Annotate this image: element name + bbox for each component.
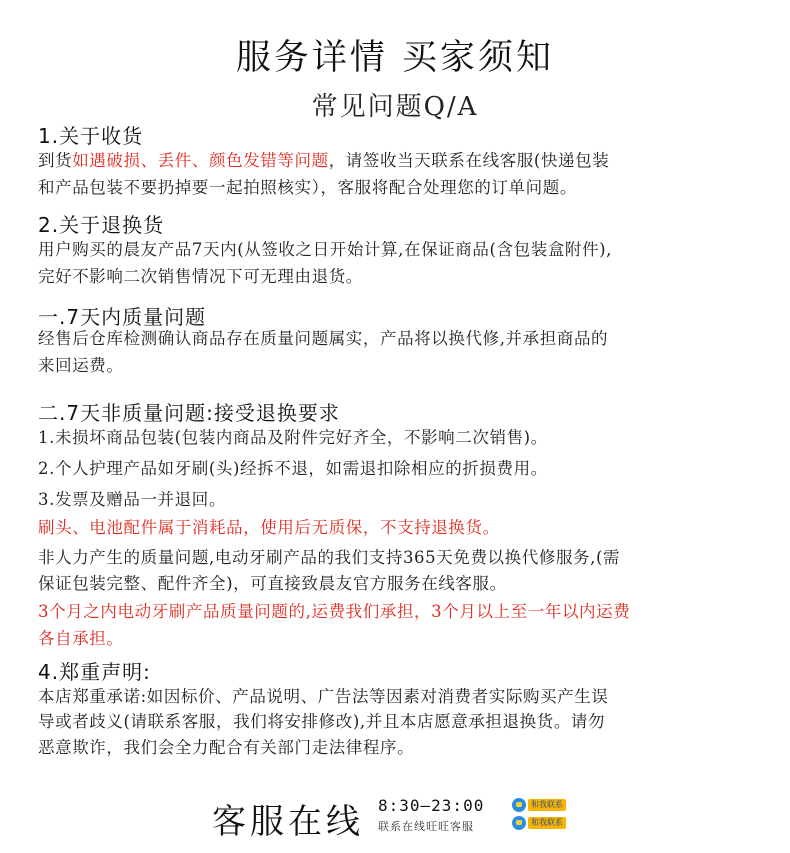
receiving-rest: ，请签收当天联系在线客服(快递包装 xyxy=(328,151,610,170)
receiving-line-2: 和产品包装不要扔掉要一起拍照核实），客服将配合处理您的订单问题。 xyxy=(38,178,577,197)
wangwang-chat-button-1[interactable] xyxy=(512,798,568,812)
section-heading-receiving: 1.关于收货 xyxy=(38,124,144,148)
section-heading-non-quality: 二.7天非质量问题:接受退换要求 xyxy=(38,401,340,425)
statement-line-2: 导或者歧义(请联系客服，我们将安排修改),并且本店愿意承担退换货。请勿 xyxy=(38,712,606,731)
statement-line-3: 恶意欺诈，我们会全力配合有关部门走法律程序。 xyxy=(38,738,415,757)
wangwang-chat-button-2[interactable] xyxy=(512,816,568,830)
chat-button-label: 和我联系 xyxy=(528,799,566,811)
returns-line-1: 用户购买的晨友产品7天内(从签收之日开始计算,在保证商品(含包装盒附件), xyxy=(38,240,612,259)
nonquality-item-2: 2.个人护理产品如牙刷(头)经拆不退，如需退扣除相应的折损费用。 xyxy=(38,459,548,478)
receiving-line-1 xyxy=(38,147,758,174)
page-title: 服务详情 买家须知 xyxy=(235,38,555,78)
wangwang-chat-icon xyxy=(512,798,526,812)
wangwang-chat-icon xyxy=(512,816,526,830)
customer-service-online-title: 客服在线 xyxy=(212,802,364,842)
quality7-line-2: 来回运费。 xyxy=(38,356,124,375)
receiving-red-text: 如遇破损、丢件、颜色发错等问题 xyxy=(72,151,329,170)
page-subtitle: 常见问题Q/A xyxy=(311,92,479,122)
nonquality-item-1: 1.未损坏商品包装(包装内商品及附件完好齐全，不影响二次销售)。 xyxy=(38,428,548,447)
nonquality-service-line-2: 保证包装完整、配件齐全)，可直接致晨友官方服务在线客服。 xyxy=(38,574,507,593)
section-heading-statement: 4.郑重声明: xyxy=(38,660,151,684)
section-heading-quality-7day: 一.7天内质量问题 xyxy=(38,305,207,329)
service-hours: 8:30—23:00 xyxy=(378,796,485,815)
receiving-prefix: 到货 xyxy=(38,151,73,170)
nonquality-item-3: 3.发票及赠品一并退回。 xyxy=(38,490,226,509)
section-heading-returns: 2.关于退换货 xyxy=(38,213,165,237)
chat-button-label: 和我联系 xyxy=(528,817,566,829)
statement-line-1: 本店郑重承诺:如因标价、产品说明、广告法等因素对消费者实际购买产生误 xyxy=(38,687,609,706)
quality7-line-1: 经售后仓库检测确认商品存在质量问题属实，产品将以换代修,并承担商品的 xyxy=(38,329,609,348)
contact-wangwang-text: 联系在线旺旺客服 xyxy=(378,820,474,833)
nonquality-service-line-1: 非人力产生的质量问题,电动牙刷产品的我们支持365天免费以换代修服务,(需 xyxy=(38,548,621,567)
returns-line-2: 完好不影响二次销售情况下可无理由退货。 xyxy=(38,267,363,286)
nonquality-red-line-1: 3个月之内电动牙刷产品质量问题的,运费我们承担，3个月以上至一年以内运费 xyxy=(38,602,631,621)
nonquality-red-line-2: 各自承担。 xyxy=(38,629,124,648)
nonquality-red-note: 刷头、电池配件属于消耗品，使用后无质保，不支持退换货。 xyxy=(38,518,500,537)
